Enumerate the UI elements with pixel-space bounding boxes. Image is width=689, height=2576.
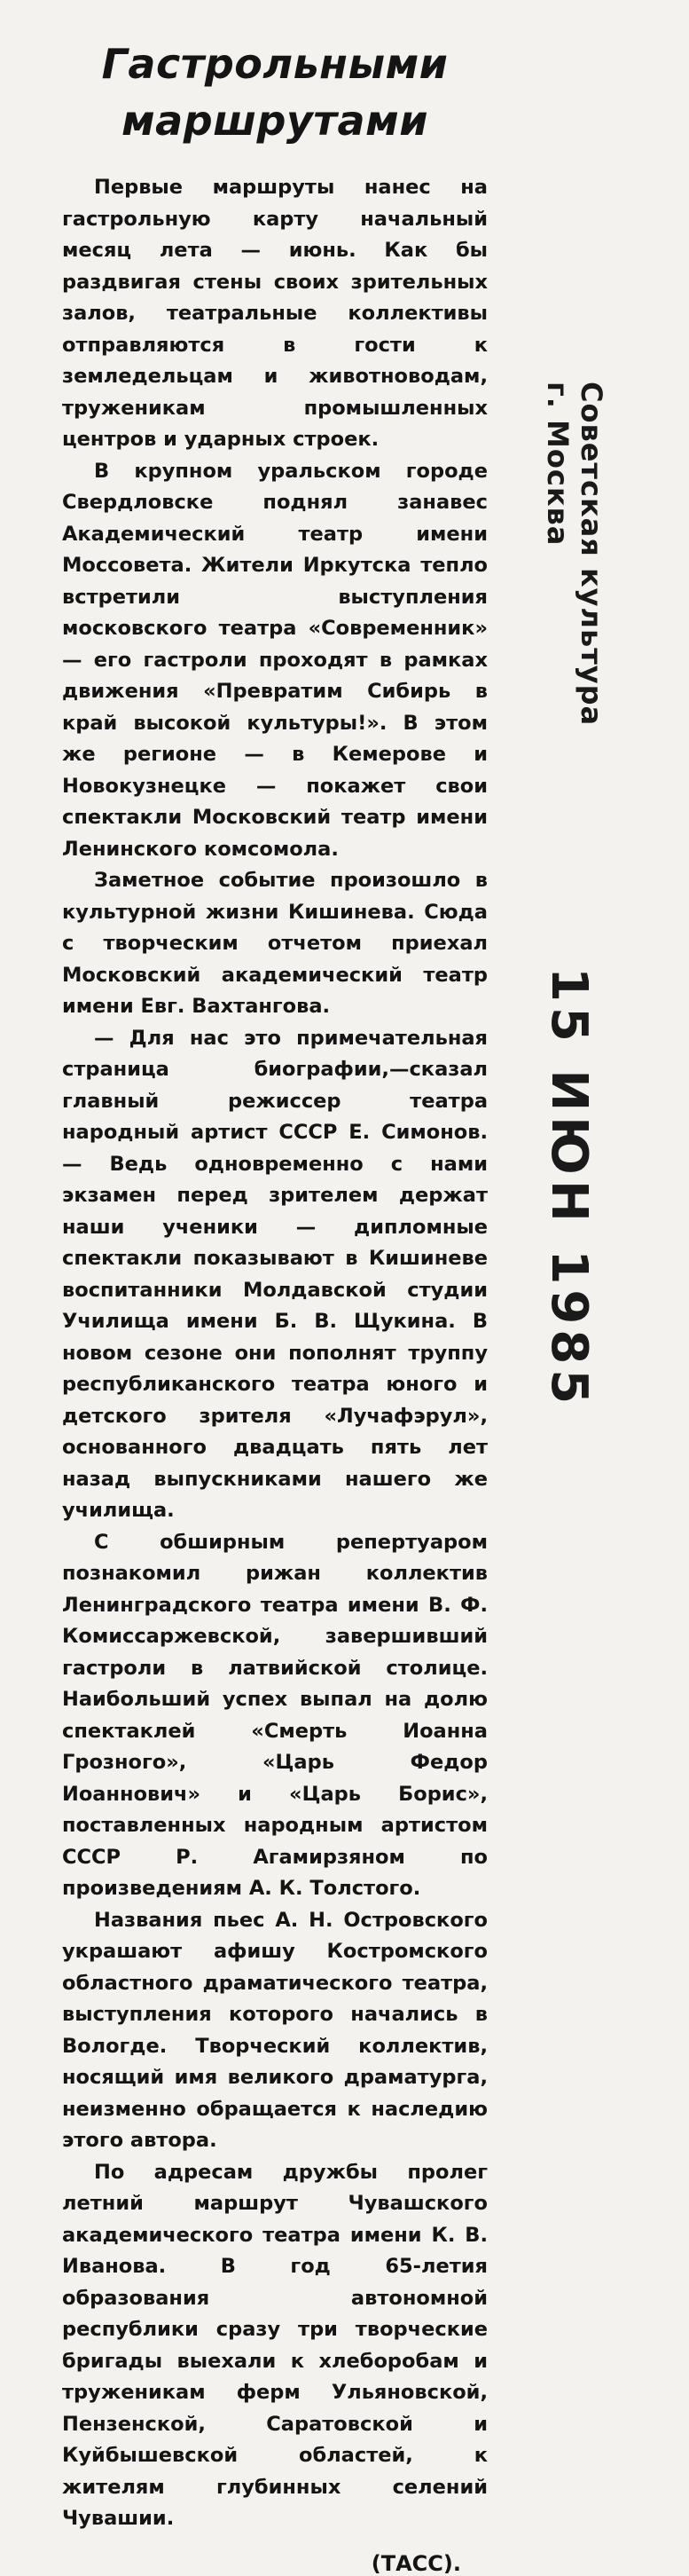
headline-line-1: Гастрольными <box>101 40 449 88</box>
paragraph-1: Первые маршруты нанес на гастрольную карту начальный месяц лета — июнь. Как бы раздвигая стены своих зрительных залов, театральные коллективы отправляются в гости к земледельцам и животноводам, труженикам промышленных центров и ударных строек. <box>62 176 488 451</box>
headline-line-2: маршрутами <box>121 97 428 145</box>
paragraph-6: Названия пьес А. Н. Островского украшают афишу Костромского областного драматического театра, выступления которого начались в Вологде. Творческий коллектив, носящий имя великого драматурга, неизменно обращается к наследию этого автора. <box>62 1908 488 2152</box>
stamp-source-newspaper: Советская культура <box>575 382 608 727</box>
article-body <box>62 172 488 2535</box>
archive-stamp-rotated <box>528 382 608 1411</box>
paragraph-3: Заметное событие произошло в культурной жизни Кишинева. Сюда с творческим отчетом приехал Московский академический театр имени Евг. Вахтангова. <box>62 869 488 1018</box>
paragraph-5: С обширным репертуаром познакомил рижан коллектив Ленинградского театра имени В. Ф. Комиссаржевской, завершивший гастроли в латвийской столице. Наибольший успех выпал на долю спектаклей «Смерть Иоанна Грозного», «Царь Федор Иоаннович» и «Царь Борис», поставленных народным артистом СССР Р. Агамирзяном по произведениям А. К. Толстого. <box>62 1530 488 1900</box>
paragraph-2: В крупном уральском городе Свердловске поднял занавес Академический театр имени Моссовета. Жители Иркутска тепло встретили выступления московского театра «Современник» — его гастроли проходят в рамках движения «Превратим Сибирь в край высокой культуры!». В этом же регионе — в Кемерове и Новокузнецке — покажет свои спектакли Московский театр имени Ленинского комсомола. <box>62 459 488 861</box>
stamp-source-city: г. Москва <box>541 382 575 547</box>
stamp-source <box>541 382 608 799</box>
stamp-date: 15 ИЮН 1985 <box>540 967 598 1410</box>
article-headline <box>62 35 488 149</box>
paragraph-7: По адресам дружбы пролег летний маршрут Чувашского академического театра имени К. В. Иванова. В год 65-летия образования автономной республики сразу три творческие бригады выехали к хлеборобам и труженикам ферм Ульяновской, Пензенской, Саратовской и Куйбышевской областей, к жителям глубинных селений Чувашии. <box>62 2160 488 2530</box>
article <box>62 35 488 2576</box>
article-signature: (ТАСС). <box>371 2550 461 2576</box>
archive-stamp <box>528 382 608 1411</box>
paragraph-4: — Для нас это примечательная страница биографии,—сказал главный режиссер театра народный артист СССР Е. Симонов.— Ведь одновременно с нами экзамен перед зрителем держат наши ученики — дипломные спектакли показывают в Кишиневе воспитанники Молдавской студии Училища имени Б. В. Щукина. В новом сезоне они пополнят труппу республиканского театра юного и детского зрителя «Лучафэрул», основанного двадцать пять лет назад выпускниками нашего же училища. <box>62 1026 488 1522</box>
